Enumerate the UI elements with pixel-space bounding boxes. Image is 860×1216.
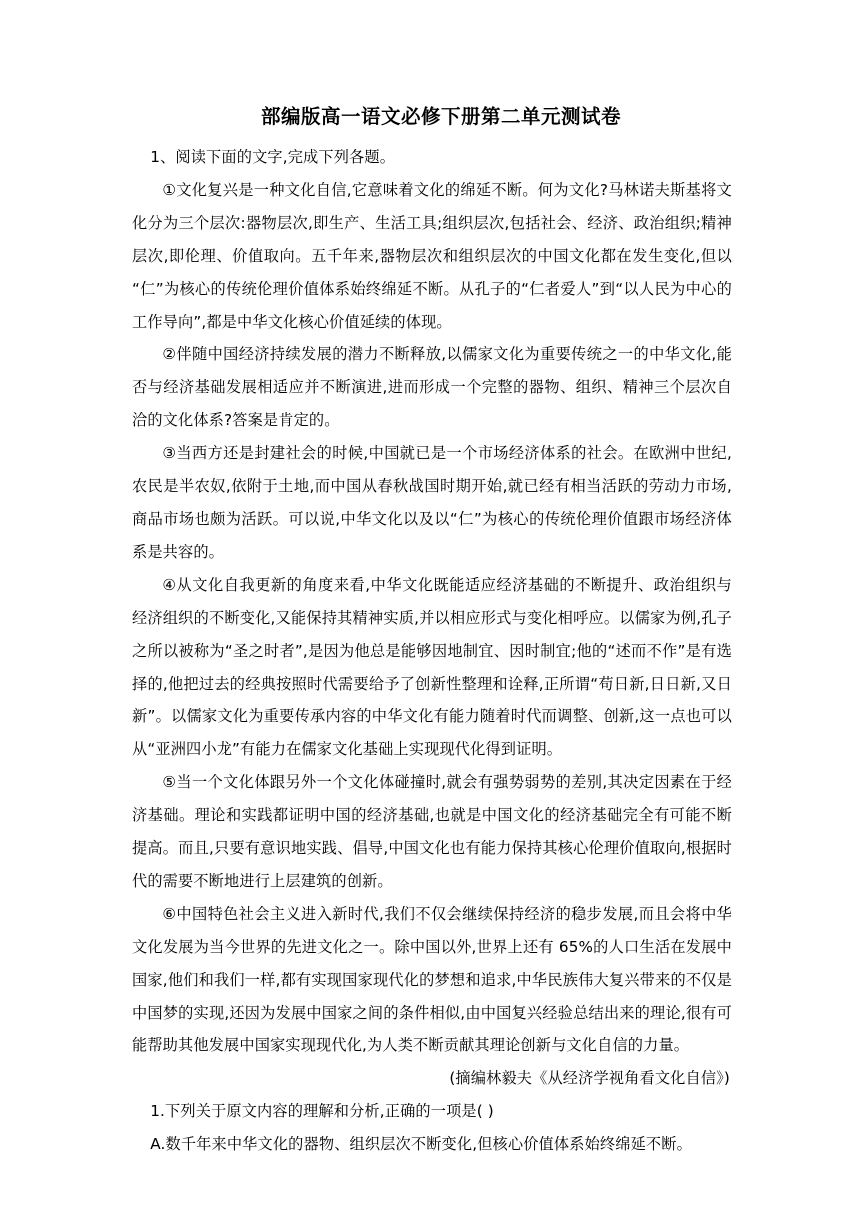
document-title: 部编版高一语文必修下册第二单元测试卷: [260, 105, 621, 128]
paragraph-2: ②伴随中国经济持续发展的潜力不断释放,以儒家文化为重要传统之一的中华文化,能否与经济基础发展相适应并不断演进,进而形成一个完整的器物、组织、精神三个层次自洽的文化体系?答案是肯定的。: [132, 345, 732, 430]
paragraph-6: ⑥中国特色社会主义进入新时代,我们不仅会继续保持经济的稳步发展,而且会将中华文化发展为当今世界的先进文化之一。除中国以外,世界上还有 65%的人口生活在发展中国家,他们和我们一样,都有实现国家现代化的梦想和追求,中华民族伟大复兴带来的不仅是中国梦的实现,还因为发展中国家之间的条件相似,由中国复兴经验总结出来的理论,很有可能帮助其他发展中国家实现现代化,为人类不断贡献其理论创新与文化自信的力量。: [132, 904, 732, 1055]
paragraph-3: ③当西方还是封建社会的时候,中国就已是一个市场经济体系的社会。在欧洲中世纪,农民是半农奴,依附于土地,而中国从春秋战国时期开始,就已经有相当活跃的劳动力市场,商品市场也颇为活跃。可以说,中华文化以及以“仁”为核心的传统伦理价值跟市场经济体系是共容的。: [132, 444, 732, 561]
paragraph-4: ④从文化自我更新的角度来看,中华文化既能适应经济基础的不断提升、政治组织与经济组织的不断变化,又能保持其精神实质,并以相应形式与变化相呼应。以儒家为例,孔子之所以被称为“圣之时者”,是因为他总是能够因地制宜、因时制宜;他的“述而不作”是有选择的,他把过去的经典按照时代需要给予了创新性整理和诠释,正所谓“苟日新,日日新,又日新”。以儒家文化为重要传承内容的中华文化有能力随着时代而调整、创新,这一点也可以从“亚洲四小龙”有能力在儒家文化基础上实现现代化得到证明。: [132, 575, 732, 759]
paragraph-1: ①文化复兴是一种文化自信,它意味着文化的绵延不断。何为文化?马林诺夫斯基将文化分为三个层次:器物层次,即生产、生活工具;组织层次,包括社会、经济、政治组织;精神层次,即伦理、价值取向。五千年来,器物层次和组织层次的中国文化都在发生变化,但以 “仁”为核心的传统伦理价值体系始终绵延不断。从孔子的“仁者爱人”到“以人民为中心的工作导向”,都是中华文化核心价值延续的体现。: [132, 180, 732, 331]
document-body: [132, 141, 732, 1161]
question-1: 1.下列关于原文内容的理解和分析,正确的一项是( ): [150, 1102, 494, 1121]
option-a: A.数千年来中华文化的器物、组织层次不断变化,但核心价值体系始终绵延不断。: [150, 1135, 692, 1154]
document-page: [132, 0, 732, 1161]
reading-instruction: 1、阅读下面的文字,完成下列各题。: [150, 148, 396, 166]
source-citation: (摘编林毅夫《从经济学视角看文化自信》): [449, 1069, 730, 1088]
paragraph-5: ⑤当一个文化体跟另外一个文化体碰撞时,就会有强势弱势的差别,其决定因素在于经济基础。理论和实践都证明中国的经济基础,也就是中国文化的经济基础完全有可能不断提高。而且,只要有意识地实践、倡导,中国文化也有能力保持其核心伦理价值取向,根据时代的需要不断地进行上层建筑的创新。: [132, 773, 732, 890]
